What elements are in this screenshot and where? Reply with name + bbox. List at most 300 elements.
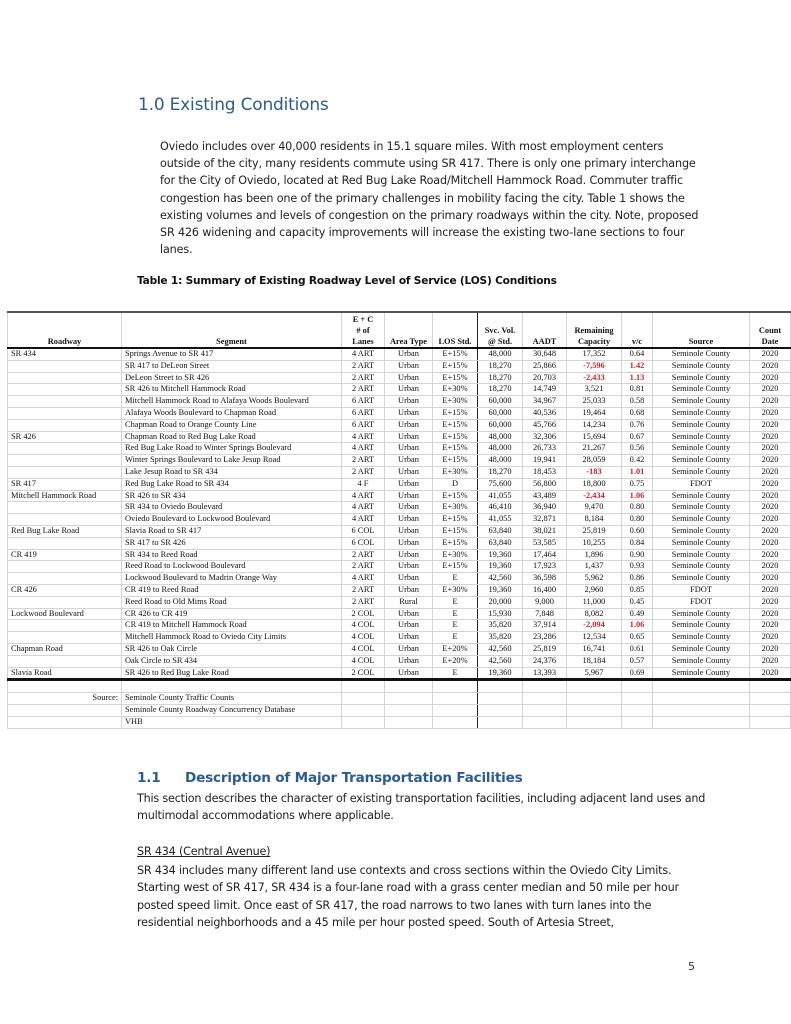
cell-remaining-capacity: 5,967 [567, 667, 622, 680]
col-header-aadt: AADT [523, 312, 567, 348]
cell-los-std: E+15% [433, 360, 478, 372]
cell-remaining-capacity: 5,962 [567, 573, 622, 585]
table-row [8, 455, 791, 467]
cell-svc-vol: 18,270 [478, 360, 523, 372]
cell-area-type: Urban [385, 466, 433, 478]
cell-los-std: E+15% [433, 525, 478, 537]
cell-roadway: Lockwood Boulevard [8, 608, 122, 620]
cell-segment: Oak Circle to SR 434 [122, 655, 342, 667]
cell-los-std: D [433, 478, 478, 490]
cell-svc-vol: 42,560 [478, 655, 523, 667]
cell-remaining-capacity: 25,033 [567, 396, 622, 408]
cell-segment: Lockwood Boulevard to Madrin Orange Way [122, 573, 342, 585]
cell-aadt: 14,749 [523, 384, 567, 396]
cell-aadt: 9,000 [523, 596, 567, 608]
cell-remaining-capacity: 8,184 [567, 514, 622, 526]
cell-count-date: 2020 [750, 549, 791, 561]
cell-svc-vol: 41,055 [478, 514, 523, 526]
subsection-number: 1.1 [137, 770, 161, 786]
cell-area-type: Urban [385, 455, 433, 467]
cell-segment: Oviedo Boulevard to Lockwood Boulevard [122, 514, 342, 526]
cell-area-type: Urban [385, 490, 433, 502]
table-row [8, 348, 791, 360]
cell-vc: 1.13 [622, 372, 653, 384]
cell-source: Seminole County [653, 549, 750, 561]
cell-remaining-capacity: 28,059 [567, 455, 622, 467]
cell-vc: 0.85 [622, 584, 653, 596]
cell-lanes: 2 ART [342, 455, 385, 467]
cell-vc: 0.76 [622, 419, 653, 431]
cell-segment: SR 426 to Red Bug Lake Road [122, 667, 342, 680]
cell-source: Seminole County [653, 396, 750, 408]
cell-vc: 1.42 [622, 360, 653, 372]
page-number: 5 [688, 960, 695, 973]
cell-lanes: 2 ART [342, 360, 385, 372]
facility-title: SR 434 (Central Avenue) [137, 845, 271, 858]
cell-area-type: Urban [385, 502, 433, 514]
cell-remaining-capacity: 11,000 [567, 596, 622, 608]
cell-source: Seminole County [653, 667, 750, 680]
cell-los-std: E+15% [433, 348, 478, 360]
cell-aadt: 36,940 [523, 502, 567, 514]
cell-remaining-capacity: -2,434 [567, 490, 622, 502]
cell-segment: Mitchell Hammock Road to Alafaya Woods Boulevard [122, 396, 342, 408]
cell-lanes: 2 COL [342, 608, 385, 620]
cell-vc: 0.58 [622, 396, 653, 408]
cell-roadway [8, 632, 122, 644]
cell-remaining-capacity: 8,082 [567, 608, 622, 620]
cell-segment: Chapman Road to Red Bug Lake Road [122, 431, 342, 443]
cell-roadway [8, 573, 122, 585]
cell-remaining-capacity: 14,234 [567, 419, 622, 431]
cell-lanes: 2 ART [342, 596, 385, 608]
table-caption: Table 1: Summary of Existing Roadway Level of Service (LOS) Conditions [137, 275, 557, 287]
cell-segment: SR 426 to Oak Circle [122, 643, 342, 655]
table-row [8, 431, 791, 443]
cell-remaining-capacity: 18,184 [567, 655, 622, 667]
cell-count-date: 2020 [750, 596, 791, 608]
cell-remaining-capacity: -2,094 [567, 620, 622, 632]
cell-area-type: Urban [385, 667, 433, 680]
cell-count-date: 2020 [750, 360, 791, 372]
source-item: VHB [122, 716, 342, 728]
table-row [8, 490, 791, 502]
col-header-source: Source [653, 312, 750, 348]
table-row [8, 466, 791, 478]
cell-aadt: 17,923 [523, 561, 567, 573]
cell-area-type: Rural [385, 596, 433, 608]
cell-svc-vol: 41,055 [478, 490, 523, 502]
cell-vc: 1.01 [622, 466, 653, 478]
col-header-lanes: E + C # of Lanes [342, 312, 385, 348]
cell-area-type: Urban [385, 431, 433, 443]
cell-remaining-capacity: 21,267 [567, 443, 622, 455]
cell-count-date: 2020 [750, 525, 791, 537]
cell-count-date: 2020 [750, 455, 791, 467]
cell-los-std: E [433, 608, 478, 620]
cell-remaining-capacity: 25,819 [567, 525, 622, 537]
cell-svc-vol: 35,820 [478, 620, 523, 632]
col-header-remaining-capacity: Remaining Capacity [567, 312, 622, 348]
cell-los-std: E+20% [433, 655, 478, 667]
cell-roadway: SR 417 [8, 478, 122, 490]
cell-roadway [8, 372, 122, 384]
cell-lanes: 4 ART [342, 573, 385, 585]
cell-svc-vol: 48,000 [478, 455, 523, 467]
cell-aadt: 37,914 [523, 620, 567, 632]
cell-segment: Winter Springs Boulevard to Lake Jesup Road [122, 455, 342, 467]
table-header-row [8, 312, 791, 348]
cell-svc-vol: 18,270 [478, 466, 523, 478]
cell-roadway: Slavia Road [8, 667, 122, 680]
cell-aadt: 20,703 [523, 372, 567, 384]
table-row [8, 419, 791, 431]
table-row [8, 525, 791, 537]
cell-lanes: 6 COL [342, 525, 385, 537]
cell-segment: SR 426 to Mitchell Hammock Road [122, 384, 342, 396]
cell-vc: 0.65 [622, 632, 653, 644]
table-body [8, 348, 791, 680]
cell-remaining-capacity: 12,534 [567, 632, 622, 644]
cell-area-type: Urban [385, 620, 433, 632]
cell-area-type: Urban [385, 608, 433, 620]
cell-area-type: Urban [385, 643, 433, 655]
table-row [8, 478, 791, 490]
cell-svc-vol: 19,360 [478, 667, 523, 680]
cell-area-type: Urban [385, 384, 433, 396]
cell-source: Seminole County [653, 537, 750, 549]
table-row [8, 584, 791, 596]
table-spacer-row [8, 680, 791, 693]
cell-vc: 0.42 [622, 455, 653, 467]
cell-svc-vol: 75,600 [478, 478, 523, 490]
cell-los-std: E+30% [433, 549, 478, 561]
cell-aadt: 7,848 [523, 608, 567, 620]
cell-lanes: 4 COL [342, 655, 385, 667]
cell-segment: SR 434 to Reed Road [122, 549, 342, 561]
col-header-segment: Segment [122, 312, 342, 348]
cell-source: Seminole County [653, 384, 750, 396]
cell-count-date: 2020 [750, 620, 791, 632]
cell-svc-vol: 35,820 [478, 632, 523, 644]
table-row [8, 608, 791, 620]
cell-aadt: 25,866 [523, 360, 567, 372]
cell-los-std: E+15% [433, 443, 478, 455]
table-row [8, 620, 791, 632]
cell-vc: 0.93 [622, 561, 653, 573]
cell-vc: 0.75 [622, 478, 653, 490]
cell-remaining-capacity: 19,464 [567, 407, 622, 419]
cell-count-date: 2020 [750, 443, 791, 455]
cell-remaining-capacity: 1,896 [567, 549, 622, 561]
cell-lanes: 6 ART [342, 407, 385, 419]
cell-area-type: Urban [385, 584, 433, 596]
cell-lanes: 4 F [342, 478, 385, 490]
cell-remaining-capacity: -7,596 [567, 360, 622, 372]
cell-svc-vol: 60,000 [478, 407, 523, 419]
cell-lanes: 2 ART [342, 466, 385, 478]
source-row [8, 693, 791, 705]
col-header-los-std: LOS Std. [433, 312, 478, 348]
cell-count-date: 2020 [750, 655, 791, 667]
cell-area-type: Urban [385, 537, 433, 549]
cell-area-type: Urban [385, 419, 433, 431]
cell-aadt: 19,941 [523, 455, 567, 467]
cell-roadway [8, 655, 122, 667]
cell-area-type: Urban [385, 360, 433, 372]
cell-source: Seminole County [653, 455, 750, 467]
cell-roadway: Mitchell Hammock Road [8, 490, 122, 502]
cell-remaining-capacity: 15,694 [567, 431, 622, 443]
cell-source: Seminole County [653, 443, 750, 455]
cell-segment: Red Bug Lake Road to SR 434 [122, 478, 342, 490]
cell-vc: 0.68 [622, 407, 653, 419]
cell-remaining-capacity: -2,433 [567, 372, 622, 384]
cell-segment: Red Bug Lake Road to Winter Springs Boulevard [122, 443, 342, 455]
cell-svc-vol: 60,000 [478, 419, 523, 431]
cell-roadway [8, 360, 122, 372]
cell-segment: Chapman Road to Orange County Line [122, 419, 342, 431]
cell-count-date: 2020 [750, 573, 791, 585]
cell-remaining-capacity: 10,255 [567, 537, 622, 549]
cell-los-std: E+15% [433, 490, 478, 502]
cell-roadway [8, 620, 122, 632]
cell-roadway [8, 419, 122, 431]
cell-remaining-capacity: 1,437 [567, 561, 622, 573]
cell-count-date: 2020 [750, 632, 791, 644]
source-label: Source: [8, 693, 122, 705]
cell-svc-vol: 46,410 [478, 502, 523, 514]
cell-area-type: Urban [385, 525, 433, 537]
source-item: Seminole County Roadway Concurrency Database [122, 704, 342, 716]
col-header-svc-vol: Svc. Vol. @ Std. [478, 312, 523, 348]
cell-count-date: 2020 [750, 431, 791, 443]
cell-lanes: 2 ART [342, 384, 385, 396]
cell-source: Seminole County [653, 655, 750, 667]
cell-aadt: 17,464 [523, 549, 567, 561]
cell-remaining-capacity: 16,741 [567, 643, 622, 655]
cell-count-date: 2020 [750, 478, 791, 490]
cell-source: Seminole County [653, 490, 750, 502]
cell-segment: Mitchell Hammock Road to Oviedo City Limits [122, 632, 342, 644]
cell-aadt: 32,871 [523, 514, 567, 526]
cell-source: Seminole County [653, 525, 750, 537]
cell-remaining-capacity: 18,800 [567, 478, 622, 490]
cell-svc-vol: 63,840 [478, 525, 523, 537]
source-row [8, 716, 791, 728]
cell-area-type: Urban [385, 632, 433, 644]
table-row [8, 360, 791, 372]
cell-segment: CR 426 to CR 419 [122, 608, 342, 620]
cell-lanes: 4 ART [342, 502, 385, 514]
cell-los-std: E+20% [433, 643, 478, 655]
cell-svc-vol: 60,000 [478, 396, 523, 408]
cell-source: Seminole County [653, 407, 750, 419]
cell-svc-vol: 42,560 [478, 573, 523, 585]
cell-vc: 0.57 [622, 655, 653, 667]
cell-source: Seminole County [653, 431, 750, 443]
table-row [8, 443, 791, 455]
cell-count-date: 2020 [750, 608, 791, 620]
subsection-intro-paragraph: This section describes the character of existing transportation facilities, including adjacent land uses and multimodal accommodations where applicable. [137, 792, 706, 823]
cell-los-std: E+30% [433, 396, 478, 408]
cell-aadt: 40,536 [523, 407, 567, 419]
cell-segment: SR 417 to SR 426 [122, 537, 342, 549]
cell-lanes: 4 ART [342, 490, 385, 502]
los-summary-table [7, 311, 791, 729]
cell-svc-vol: 48,000 [478, 443, 523, 455]
cell-count-date: 2020 [750, 561, 791, 573]
cell-aadt: 43,489 [523, 490, 567, 502]
source-row [8, 704, 791, 716]
cell-source: Seminole County [653, 643, 750, 655]
cell-los-std: E [433, 596, 478, 608]
cell-roadway [8, 466, 122, 478]
cell-lanes: 6 ART [342, 419, 385, 431]
cell-count-date: 2020 [750, 514, 791, 526]
table-row [8, 667, 791, 680]
cell-segment: Reed Road to Old Mims Road [122, 596, 342, 608]
cell-vc: 1.06 [622, 620, 653, 632]
cell-lanes: 2 ART [342, 549, 385, 561]
cell-remaining-capacity: 9,470 [567, 502, 622, 514]
cell-vc: 0.64 [622, 348, 653, 360]
cell-svc-vol: 18,270 [478, 384, 523, 396]
cell-vc: 0.61 [622, 643, 653, 655]
cell-count-date: 2020 [750, 466, 791, 478]
source-item: Seminole County Traffic Counts [122, 693, 342, 705]
cell-lanes: 4 COL [342, 632, 385, 644]
cell-svc-vol: 20,000 [478, 596, 523, 608]
cell-segment: CR 419 to Mitchell Hammock Road [122, 620, 342, 632]
cell-aadt: 13,393 [523, 667, 567, 680]
cell-roadway [8, 443, 122, 455]
cell-source: Seminole County [653, 632, 750, 644]
cell-count-date: 2020 [750, 384, 791, 396]
cell-area-type: Urban [385, 514, 433, 526]
cell-count-date: 2020 [750, 667, 791, 680]
cell-source: Seminole County [653, 419, 750, 431]
table-row [8, 384, 791, 396]
cell-roadway: CR 426 [8, 584, 122, 596]
cell-los-std: E+15% [433, 419, 478, 431]
cell-count-date: 2020 [750, 537, 791, 549]
subsection-heading [137, 770, 523, 786]
cell-svc-vol: 63,840 [478, 537, 523, 549]
cell-source: FDOT [653, 478, 750, 490]
cell-area-type: Urban [385, 478, 433, 490]
cell-lanes: 2 ART [342, 372, 385, 384]
cell-vc: 0.60 [622, 525, 653, 537]
table-row [8, 561, 791, 573]
cell-segment: SR 417 to DeLeon Street [122, 360, 342, 372]
cell-vc: 0.69 [622, 667, 653, 680]
subsection-title: Description of Major Transportation Facilities [185, 770, 523, 786]
cell-area-type: Urban [385, 407, 433, 419]
cell-los-std: E+15% [433, 431, 478, 443]
cell-roadway: SR 434 [8, 348, 122, 360]
cell-lanes: 4 ART [342, 348, 385, 360]
cell-segment: Springs Avenue to SR 417 [122, 348, 342, 360]
cell-roadway [8, 596, 122, 608]
cell-aadt: 56,800 [523, 478, 567, 490]
cell-roadway: Red Bug Lake Road [8, 525, 122, 537]
cell-vc: 0.84 [622, 537, 653, 549]
cell-svc-vol: 19,360 [478, 561, 523, 573]
cell-source: Seminole County [653, 360, 750, 372]
cell-vc: 0.67 [622, 431, 653, 443]
table-row [8, 537, 791, 549]
cell-vc: 1.06 [622, 490, 653, 502]
cell-aadt: 36,598 [523, 573, 567, 585]
cell-roadway: Chapman Road [8, 643, 122, 655]
cell-area-type: Urban [385, 655, 433, 667]
cell-lanes: 6 COL [342, 537, 385, 549]
cell-los-std: E+15% [433, 514, 478, 526]
cell-svc-vol: 48,000 [478, 431, 523, 443]
cell-aadt: 26,733 [523, 443, 567, 455]
cell-count-date: 2020 [750, 490, 791, 502]
table-row [8, 549, 791, 561]
cell-lanes: 4 ART [342, 431, 385, 443]
table-row [8, 502, 791, 514]
cell-roadway [8, 561, 122, 573]
cell-remaining-capacity: 3,521 [567, 384, 622, 396]
cell-source: Seminole County [653, 608, 750, 620]
cell-vc: 0.80 [622, 514, 653, 526]
cell-segment: SR 426 to SR 434 [122, 490, 342, 502]
cell-aadt: 32,306 [523, 431, 567, 443]
cell-aadt: 38,021 [523, 525, 567, 537]
cell-vc: 0.86 [622, 573, 653, 585]
cell-los-std: E+30% [433, 502, 478, 514]
cell-los-std: E+30% [433, 384, 478, 396]
cell-roadway [8, 537, 122, 549]
col-header-count-date: Count Date [750, 312, 791, 348]
section-heading: 1.0 Existing Conditions [138, 95, 329, 115]
col-header-roadway: Roadway [8, 312, 122, 348]
cell-remaining-capacity: 17,352 [567, 348, 622, 360]
cell-los-std: E+30% [433, 584, 478, 596]
table-row [8, 596, 791, 608]
cell-lanes: 4 COL [342, 620, 385, 632]
cell-los-std: E [433, 620, 478, 632]
cell-roadway [8, 384, 122, 396]
cell-svc-vol: 15,930 [478, 608, 523, 620]
cell-source: Seminole County [653, 620, 750, 632]
cell-los-std: E+30% [433, 466, 478, 478]
cell-source: Seminole County [653, 514, 750, 526]
cell-vc: 0.45 [622, 596, 653, 608]
section-intro-paragraph: Oviedo includes over 40,000 residents in 15.1 square miles. With most employment centers outside of the city, many residents commute using SR 417. There is only one primary interchange for the City of Oviedo, located at Red Bug Lake Road/Mitchell Hammock Road. Commuter traffic congestion has been one of the primary challenges in mobility facing the city. Table 1 shows the existing volumes and levels of congestion on the primary roadways within the city. Note, proposed SR 426 widening and capacity improvements will increase the existing two-lane sections to four lanes. [160, 140, 699, 257]
cell-svc-vol: 19,360 [478, 549, 523, 561]
cell-aadt: 53,585 [523, 537, 567, 549]
cell-area-type: Urban [385, 549, 433, 561]
table-row [8, 632, 791, 644]
cell-area-type: Urban [385, 443, 433, 455]
cell-aadt: 16,400 [523, 584, 567, 596]
cell-count-date: 2020 [750, 348, 791, 360]
cell-svc-vol: 42,560 [478, 643, 523, 655]
cell-source: Seminole County [653, 348, 750, 360]
cell-aadt: 23,286 [523, 632, 567, 644]
cell-lanes: 4 ART [342, 514, 385, 526]
cell-roadway [8, 514, 122, 526]
cell-roadway [8, 455, 122, 467]
table-row [8, 514, 791, 526]
cell-roadway [8, 407, 122, 419]
cell-los-std: E+15% [433, 372, 478, 384]
